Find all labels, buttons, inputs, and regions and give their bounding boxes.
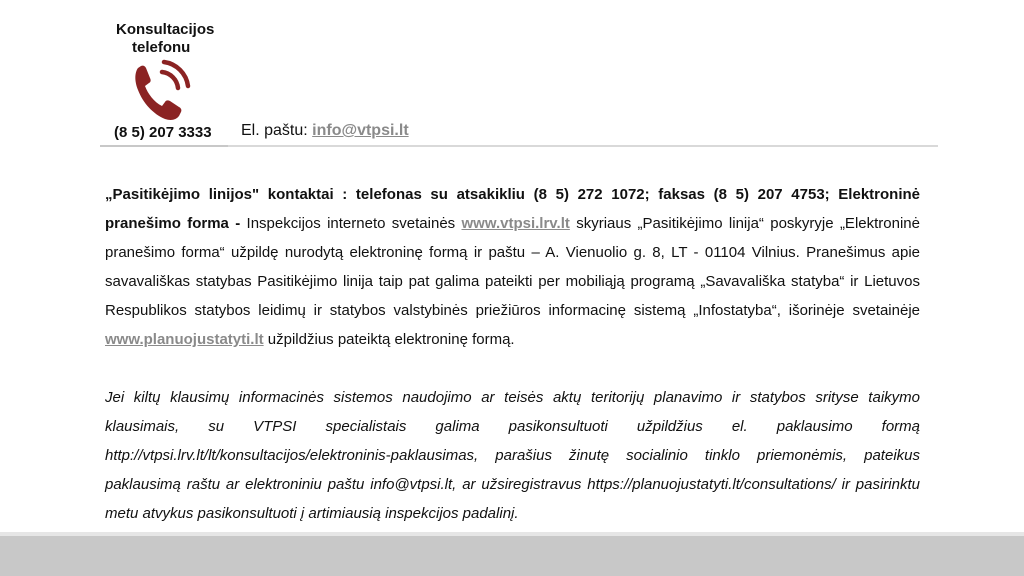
phone-consultation-title xyxy=(116,21,226,57)
planuojustatyti-link[interactable]: www.planuojustatyti.lt xyxy=(105,331,264,348)
vtpsi-website-link[interactable]: www.vtpsi.lrv.lt xyxy=(461,215,570,232)
consultation-paragraph: Jei kiltų klausimų informacinės sistemos naudojimo ar teisės aktų teritorijų planavimo ir statybos srityse taikymo klausimais, su VTPSI specialistais galima pasikonsultuoti užpildžius el. paklausimo formą http://vtpsi.lrv.lt/lt/konsultacijos/elektroninis-paklausimas, parašius žinutę socialinio tinklo priemonėmis, pateikus paklausimą raštu ar elektroniniu paštu info@vtpsi.lt, ar užsiregistravus https://planuojustatyti.lt/consultations/ ir pasirinktu metu atvykus pasikonsultuoti į artimiausią inspekcijos padalinį. xyxy=(105,389,920,522)
footer-band xyxy=(0,536,1024,576)
phone-title-line1: Konsultacijos xyxy=(116,21,215,38)
phone-ringing-icon xyxy=(132,58,194,122)
trust-line-paragraph xyxy=(105,180,920,354)
email-label: El. paštu: xyxy=(241,122,308,139)
p1-text-b: skyriaus „Pasitikėjimo linija“ poskyryje „Elektroninė pranešimo forma“ užpildę nurodytą elektroninę formą ir paštu – A. Vienuolio g. 8, LT - 01104 Vilnius. Pranešimus apie savavališkas statybas Pasitikėjimo linija taip pat galima pateikti per mobiliąją programą „Savavališka statyba“ ir Lietuvos Respublikos statybos leidimų ir statybos valstybinės priežiūros informacinę sistemą „Infostatyba“, išorinėje svetainėje xyxy=(105,215,920,319)
email-contact xyxy=(241,122,409,140)
p1-text-c: užpildžius pateiktą elektroninę formą. xyxy=(263,331,515,348)
contacts-body xyxy=(105,180,920,528)
header-divider-accent xyxy=(100,145,228,147)
email-link[interactable]: info@vtpsi.lt xyxy=(312,122,409,139)
phone-number: (8 5) 207 3333 xyxy=(114,124,212,141)
p1-text-a: Inspekcijos interneto svetainės xyxy=(240,215,462,232)
trust-line-contacts-bold: „Pasitikėjimo linijos" kontaktai : telefonas su atsakikliu (8 5) 272 1072; faksas (8 5) 207 4753; Elektroninė pranešimo forma - xyxy=(105,186,920,232)
phone-title-line2: telefonu xyxy=(132,39,191,56)
